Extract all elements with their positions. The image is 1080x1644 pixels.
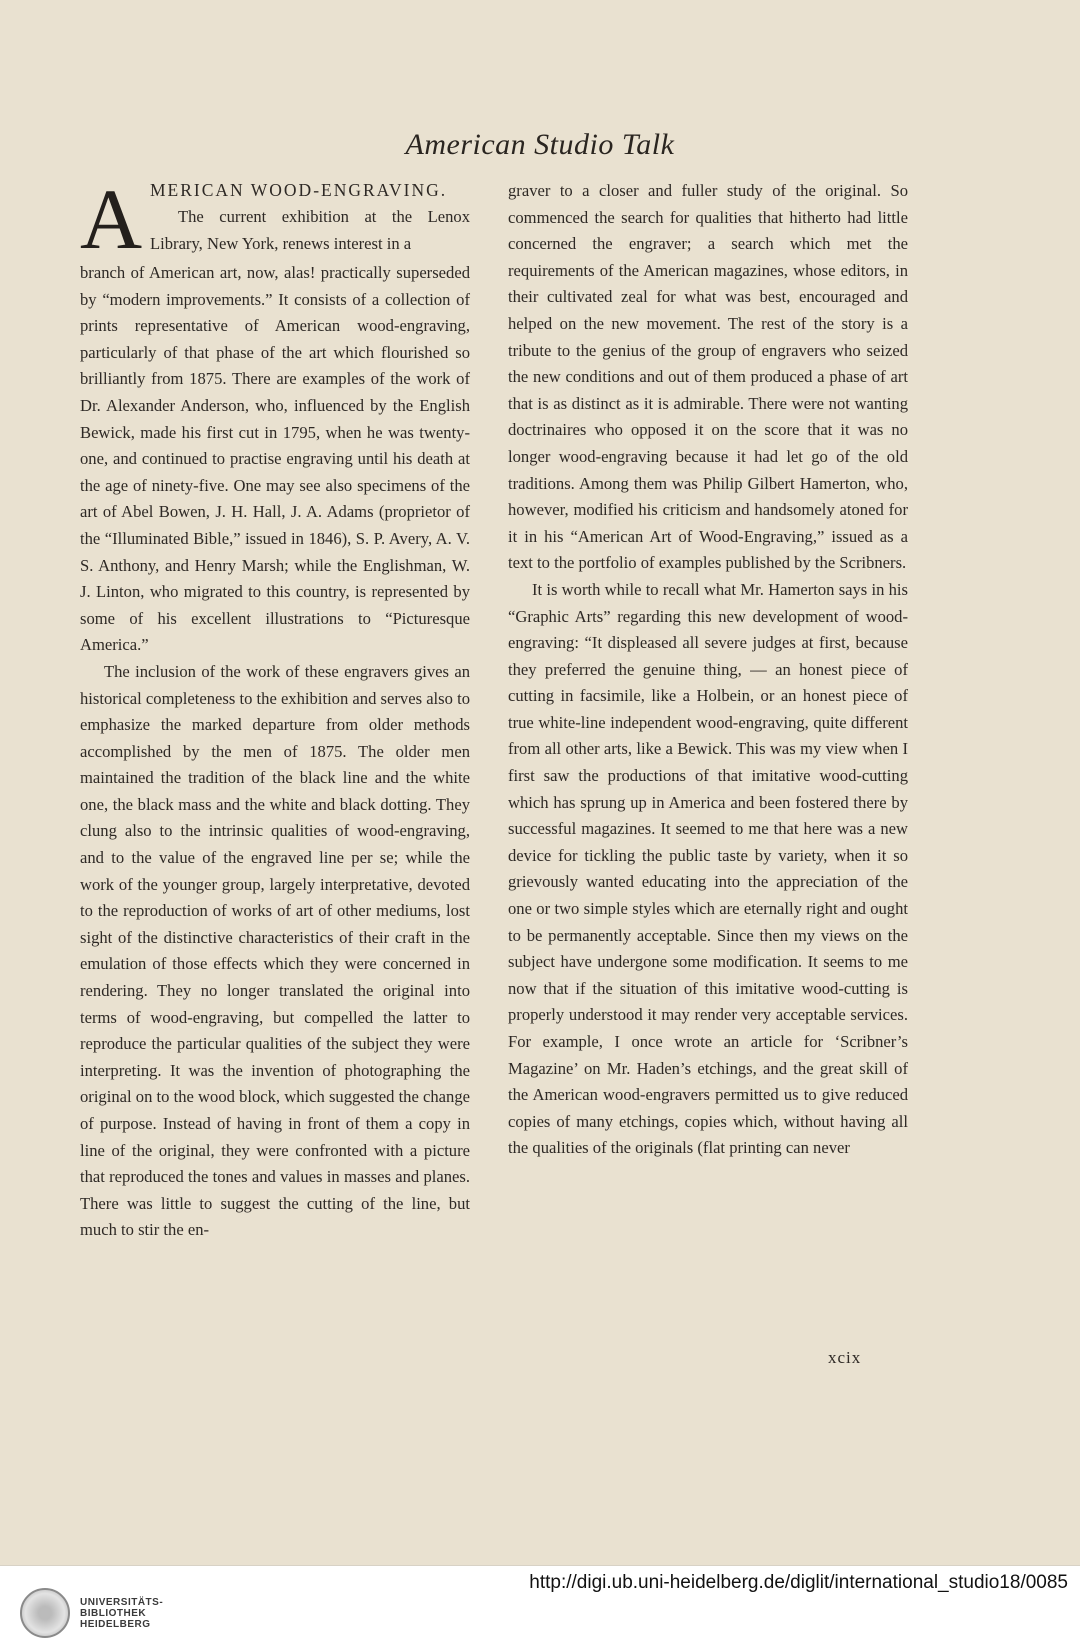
library-logo <box>20 1588 163 1638</box>
third-paragraph: graver to a closer and fuller study of the original. So commenced the search for qualities that hitherto had little concerned the engraver; a search which met the requirements of the American magazines, whose editors, in their cultivated zeal for what was best, encouraged and helped on the new movement. The rest of the story is a tribute to the genius of the group of engravers who seized the new conditions and out of them produced a phase of art that is as distinct as it is admirable. There were not wanting doctrinaires who opposed it on the score that it was no longer wood-engraving because it had let go of the old traditions. Among them was Philip Gilbert Hamerton, who, however, modified his criticism and handsomely atoned for it in his “American Art of Wood-Engraving,” issued as a text to the portfolio of examples published by the Scribners. <box>508 181 908 573</box>
page-number: xcix <box>828 1348 862 1367</box>
article-heading-block <box>80 171 470 267</box>
university-seal-icon <box>20 1588 70 1638</box>
first-paragraph: branch of American art, now, alas! practically superseded by “modern improvements.” It consists of a collection of prints representative of American wood-engraving, particularly of that phase of the art which flourished so brilliantly from 1875. There are examples of the work of Dr. Alexander Anderson, who, influenced by the English Bewick, made his first cut in 1795, when he was twenty-one, and continued to practise engraving until his death at the age of ninety-five. One may see also specimens of the art of Abel Bowen, J. H. Hall, J. A. Adams (proprietor of the “Illuminated Bible,” issued in 1846), S. P. Avery, A. V. S. Anthony, and Henry Marsh; while the Englishman, W. J. Linton, who migrated to this country, is represented by some of his excellent illustrations to “Picturesque America.” <box>80 263 470 655</box>
drop-cap: A <box>80 171 143 267</box>
footer-bar <box>0 1565 1080 1644</box>
fourth-paragraph: It is worth while to recall what Mr. Hamerton says in his “Graphic Arts” regarding this new development of wood-engraving: “It displeased all severe judges at first, because they preferred the genuine thing, — an honest piece of cutting in facsimile, like a Holbein, or an honest piece of true white-line independent wood-engraving, quite different from all other arts, like a Bewick. This was my view when I first saw the productions of that imitative wood-cutting which has sprung up in America and been fostered there by successful magazines. It seemed to me that here was a new device for tickling the public taste by variety, when it so grievously wanted educating into the appreciation of the one or two simple styles which are eternally right and ought to be permanently acceptable. Since then my views on the subject have undergone some modification. It seems to me now that if the situation of this imitative wood-cutting is properly understood it may render very acceptable services. For example, I once wrote an article for ‘Scribner’s Magazine’ on Mr. Haden’s etchings, and the great skill of the American wood-engravers permitted us to give reduced copies of many etchings, copies which, without having all the qualities of the originals (flat printing can never <box>508 579 908 1158</box>
library-name: UNIVERSITÄTS- BIBLIOTHEK HEIDELBERG <box>80 1596 164 1630</box>
running-title: American Studio Talk <box>405 128 675 161</box>
left-column <box>80 171 470 1244</box>
source-url-link[interactable]: http://digi.ub.uni-heidelberg.de/diglit/international_studio18/0085 <box>529 1572 1068 1593</box>
second-paragraph: The inclusion of the work of these engravers gives an historical completeness to the exhibition and serves also to emphasize the marked departure from older methods accomplished by the men of 1875. The older men maintained the tradition of the black line and the white one, the black mass and the white and black dotting. They clung also to the intrinsic qualities of wood-engraving, and to the value of the engraved line per se; while the work of the younger group, largely interpretative, devoted to the reproduction of works of art of other mediums, lost sight of the distinctive characteristics of their craft in the emulation of those effects which they were concerned in rendering. They no longer translated the original into terms of wood-engraving, but compelled the latter to reproduce the particular qualities of the subject they were interpreting. It was the invention of photographing the original on to the wood block, which suggested the change of purpose. Instead of having in front of them a copy in line of the original, they were confronted with a picture that reproduced the tones and values in masses and planes. There was little to suggest the cutting of the line, but much to stir the en- <box>80 661 470 1240</box>
article-heading: MERICAN WOOD-ENGRAVING. <box>150 180 448 200</box>
right-column <box>508 178 908 1162</box>
first-paragraph-intro: The current exhibition at the Lenox Library, New York, renews interest in a <box>150 207 470 253</box>
